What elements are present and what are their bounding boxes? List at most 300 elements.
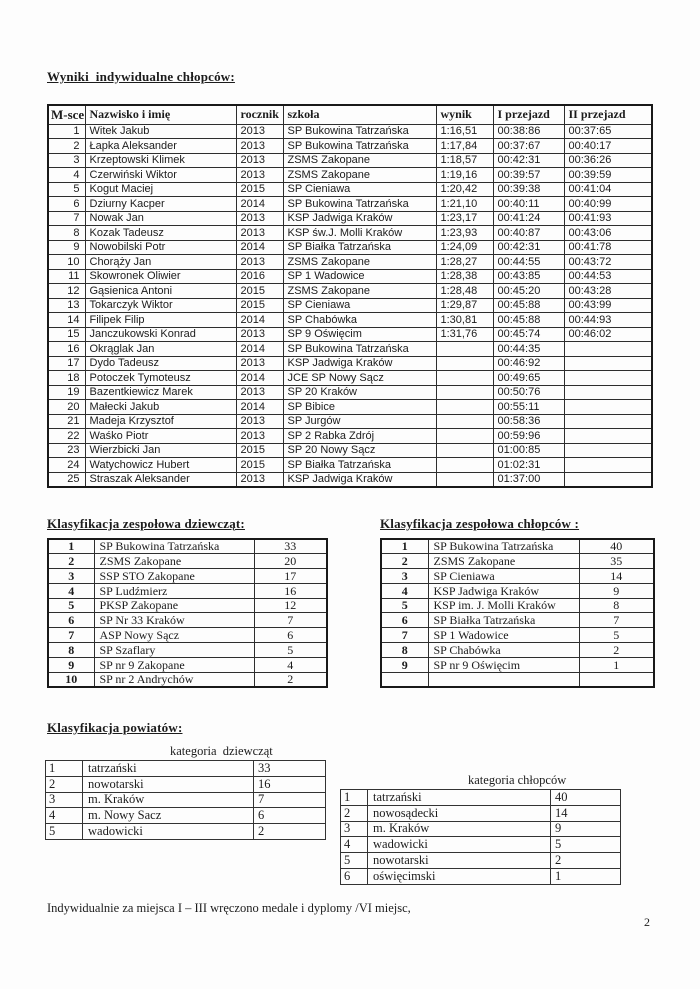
- table-cell: SP Ludźmierz: [94, 583, 254, 598]
- table-cell: 10: [48, 255, 85, 270]
- table-cell: Nowobilski Potr: [85, 240, 236, 255]
- table-cell: 00:45:88: [493, 298, 564, 313]
- team-boys-title: Klasyfikacja zespołowa chłopców :: [380, 516, 580, 531]
- table-cell: [564, 342, 652, 357]
- table-cell: SP Bukowina Tatrzańska: [283, 139, 436, 154]
- table-cell: [564, 458, 652, 473]
- individual-results-table: [47, 104, 653, 488]
- table-cell: Filipek Filip: [85, 313, 236, 328]
- table-cell: [436, 472, 493, 487]
- table-cell: 1:19,16: [436, 168, 493, 183]
- table-cell: SP Bukowina Tatrzańska: [283, 197, 436, 212]
- table-cell: 17: [48, 356, 85, 371]
- table-cell: ZSMS Zakopane: [428, 554, 579, 569]
- table-cell: 40: [551, 790, 621, 806]
- table-cell: 2: [341, 805, 368, 821]
- table-cell: Krzeptowski Klimek: [85, 153, 236, 168]
- column-header: M-sce: [48, 105, 85, 124]
- table-cell: 5: [254, 643, 327, 658]
- table-cell: 2: [254, 824, 326, 840]
- table-cell: SP Bukowina Tatrzańska: [283, 342, 436, 357]
- table-cell: SP Białka Tatrzańska: [283, 458, 436, 473]
- table-row: [48, 356, 652, 371]
- table-cell: Chorąży Jan: [85, 255, 236, 270]
- table-cell: [436, 371, 493, 386]
- table-cell: 2015: [236, 458, 283, 473]
- table-cell: m. Kraków: [83, 792, 254, 808]
- table-cell: 00:38:86: [493, 124, 564, 139]
- table-cell: [436, 443, 493, 458]
- table-cell: 1: [341, 790, 368, 806]
- table-row: [48, 458, 652, 473]
- table-cell: 7: [254, 792, 326, 808]
- table-cell: 2013: [236, 168, 283, 183]
- table-cell: 10: [48, 672, 94, 687]
- table-cell: ZSMS Zakopane: [283, 168, 436, 183]
- table-cell: 00:45:88: [493, 313, 564, 328]
- table-cell: Okrąglak Jan: [85, 342, 236, 357]
- table-cell: 7: [48, 211, 85, 226]
- table-cell: 3: [48, 153, 85, 168]
- results-table-body: [48, 124, 652, 487]
- table-cell: SP 2 Rabka Zdrój: [283, 429, 436, 444]
- table-cell: 00:43:72: [564, 255, 652, 270]
- table-cell: SP 1 Wadowice: [428, 628, 579, 643]
- table-cell: Dziurny Kacper: [85, 197, 236, 212]
- table-cell: 19: [48, 385, 85, 400]
- table-row: [48, 554, 327, 569]
- table-cell: 2013: [236, 211, 283, 226]
- table-cell: 00:49:65: [493, 371, 564, 386]
- table-cell: 3: [48, 569, 94, 584]
- table-row: [341, 853, 621, 869]
- table-cell: Madeja Krzysztof: [85, 414, 236, 429]
- table-cell: 2: [579, 643, 654, 658]
- table-cell: 2016: [236, 269, 283, 284]
- table-cell: 9: [579, 583, 654, 598]
- table-row: [48, 211, 652, 226]
- table-cell: Małecki Jakub: [85, 400, 236, 415]
- table-cell: Potoczek Tymoteusz: [85, 371, 236, 386]
- table-cell: JCE SP Nowy Sącz: [283, 371, 436, 386]
- table-cell: 7: [579, 613, 654, 628]
- table-cell: tatrzański: [368, 790, 551, 806]
- table-cell: 00:41:04: [564, 182, 652, 197]
- table-cell: KSP im. J. Molli Kraków: [428, 598, 579, 613]
- table-cell: SP Bukowina Tatrzańska: [428, 539, 579, 554]
- table-cell: 00:44:55: [493, 255, 564, 270]
- page-number: 2: [644, 915, 650, 929]
- table-cell: 35: [579, 554, 654, 569]
- table-cell: 33: [254, 761, 326, 777]
- table-cell: 1:30,81: [436, 313, 493, 328]
- table-cell: 00:39:57: [493, 168, 564, 183]
- table-row: [46, 792, 326, 808]
- table-cell: 01:37:00: [493, 472, 564, 487]
- table-cell: 2015: [236, 298, 283, 313]
- table-row: [381, 657, 654, 672]
- table-cell: 8: [48, 643, 94, 658]
- table-cell: [564, 443, 652, 458]
- footer-note: Indywidualnie za miejsca I – III wręczono medale i dyplomy /VI miejsc,: [47, 901, 411, 915]
- table-cell: 12: [48, 284, 85, 299]
- table-cell: 14: [551, 805, 621, 821]
- districts-boys-label: kategoria chłopców: [468, 773, 567, 787]
- table-cell: 16: [254, 583, 327, 598]
- table-cell: SP Białka Tatrzańska: [283, 240, 436, 255]
- table-cell: SP Chabówka: [428, 643, 579, 658]
- table-cell: 6: [254, 628, 327, 643]
- table-row: [381, 569, 654, 584]
- table-cell: 2014: [236, 371, 283, 386]
- table-cell: 00:41:78: [564, 240, 652, 255]
- team-girls-body: [48, 539, 327, 687]
- table-cell: ZSMS Zakopane: [283, 153, 436, 168]
- table-cell: 8: [579, 598, 654, 613]
- table-row: [48, 598, 327, 613]
- table-row: [48, 298, 652, 313]
- table-cell: 00:59:96: [493, 429, 564, 444]
- table-cell: 00:39:59: [564, 168, 652, 183]
- table-cell: 00:36:26: [564, 153, 652, 168]
- table-cell: 00:40:11: [493, 197, 564, 212]
- table-cell: 1:18,57: [436, 153, 493, 168]
- table-cell: [436, 400, 493, 415]
- table-row: [48, 643, 327, 658]
- table-cell: 00:46:92: [493, 356, 564, 371]
- table-cell: 11: [48, 269, 85, 284]
- table-cell: [428, 672, 579, 687]
- table-row: [48, 429, 652, 444]
- table-cell: 9: [48, 240, 85, 255]
- table-cell: SP Bibice: [283, 400, 436, 415]
- table-cell: 1:21,10: [436, 197, 493, 212]
- table-cell: 2013: [236, 139, 283, 154]
- table-cell: 5: [46, 824, 83, 840]
- table-cell: 00:58:36: [493, 414, 564, 429]
- table-cell: 00:41:93: [564, 211, 652, 226]
- table-cell: 1:17,84: [436, 139, 493, 154]
- table-cell: 2015: [236, 443, 283, 458]
- table-row: [48, 672, 327, 687]
- table-row: [46, 776, 326, 792]
- table-cell: 24: [48, 458, 85, 473]
- table-cell: 9: [381, 657, 428, 672]
- table-cell: nowosądecki: [368, 805, 551, 821]
- table-row: [341, 868, 621, 884]
- table-cell: 22: [48, 429, 85, 444]
- table-cell: 2013: [236, 327, 283, 342]
- table-cell: 00:43:28: [564, 284, 652, 299]
- table-cell: 00:42:31: [493, 240, 564, 255]
- table-cell: 9: [551, 821, 621, 837]
- table-cell: Nowak Jan: [85, 211, 236, 226]
- table-cell: 2013: [236, 472, 283, 487]
- table-row: [381, 554, 654, 569]
- table-cell: 14: [48, 313, 85, 328]
- table-row: [48, 124, 652, 139]
- table-cell: SP Bukowina Tatrzańska: [94, 539, 254, 554]
- table-cell: SP Szaflary: [94, 643, 254, 658]
- table-cell: 00:40:87: [493, 226, 564, 241]
- table-cell: 2: [46, 776, 83, 792]
- table-cell: ZSMS Zakopane: [94, 554, 254, 569]
- header-row: [48, 105, 652, 124]
- table-cell: 3: [341, 821, 368, 837]
- table-cell: m. Nowy Sacz: [83, 808, 254, 824]
- table-cell: 2014: [236, 313, 283, 328]
- table-cell: 7: [254, 613, 327, 628]
- table-cell: 12: [254, 598, 327, 613]
- table-row: [48, 240, 652, 255]
- table-cell: SP Jurgów: [283, 414, 436, 429]
- table-cell: Gąsienica Antoni: [85, 284, 236, 299]
- table-row: [48, 197, 652, 212]
- table-cell: 2: [48, 554, 94, 569]
- table-cell: 00:45:74: [493, 327, 564, 342]
- table-cell: 5: [551, 837, 621, 853]
- table-row: [48, 284, 652, 299]
- table-cell: 4: [381, 583, 428, 598]
- table-cell: Kogut Maciej: [85, 182, 236, 197]
- districts-title: Klasyfikacja powiatów:: [47, 720, 183, 735]
- table-cell: 00:45:20: [493, 284, 564, 299]
- table-row: [341, 837, 621, 853]
- table-cell: Wierzbicki Jan: [85, 443, 236, 458]
- districts-girls-label: kategoria dziewcząt: [170, 744, 273, 758]
- table-cell: [564, 414, 652, 429]
- table-row: [48, 226, 652, 241]
- table-row: [46, 808, 326, 824]
- team-boys-body: [381, 539, 654, 687]
- table-cell: wadowicki: [368, 837, 551, 853]
- table-cell: 33: [254, 539, 327, 554]
- table-cell: 18: [48, 371, 85, 386]
- table-row: [48, 153, 652, 168]
- table-cell: 00:40:17: [564, 139, 652, 154]
- table-cell: 00:44:35: [493, 342, 564, 357]
- table-cell: [436, 429, 493, 444]
- table-cell: 01:00:85: [493, 443, 564, 458]
- table-cell: 00:42:31: [493, 153, 564, 168]
- results-title: Wyniki indywidualne chłopców:: [47, 69, 235, 84]
- table-cell: 2014: [236, 240, 283, 255]
- table-cell: [436, 385, 493, 400]
- table-cell: SP nr 9 Oświęcim: [428, 657, 579, 672]
- table-row: [48, 569, 327, 584]
- table-cell: [564, 429, 652, 444]
- table-row: [381, 598, 654, 613]
- table-cell: m. Kraków: [368, 821, 551, 837]
- table-row: [46, 761, 326, 777]
- table-cell: 3: [381, 569, 428, 584]
- table-cell: SP 1 Wadowice: [283, 269, 436, 284]
- table-cell: 6: [254, 808, 326, 824]
- table-cell: 2013: [236, 255, 283, 270]
- table-cell: tatrzański: [83, 761, 254, 777]
- table-cell: 2013: [236, 429, 283, 444]
- table-cell: 16: [48, 342, 85, 357]
- team-girls-table: [47, 538, 328, 688]
- table-cell: 1:31,76: [436, 327, 493, 342]
- table-row: [48, 139, 652, 154]
- table-cell: SP nr 2 Andrychów: [94, 672, 254, 687]
- table-cell: Dydo Tadeusz: [85, 356, 236, 371]
- table-cell: Skowronek Oliwier: [85, 269, 236, 284]
- table-cell: 00:43:99: [564, 298, 652, 313]
- team-girls-title: Klasyfikacja zespołowa dziewcząt:: [47, 516, 245, 531]
- table-cell: 4: [48, 583, 94, 598]
- table-cell: 00:55:11: [493, 400, 564, 415]
- table-cell: 2: [48, 139, 85, 154]
- table-cell: 00:41:24: [493, 211, 564, 226]
- table-cell: 1:16,51: [436, 124, 493, 139]
- table-cell: 2: [381, 554, 428, 569]
- table-cell: 1:24,09: [436, 240, 493, 255]
- column-header: wynik: [436, 105, 493, 124]
- table-cell: 14: [579, 569, 654, 584]
- table-cell: 1: [579, 657, 654, 672]
- table-cell: SP Bukowina Tatrzańska: [283, 124, 436, 139]
- table-cell: 16: [254, 776, 326, 792]
- table-row: [341, 790, 621, 806]
- table-cell: SP 9 Oświęcim: [283, 327, 436, 342]
- table-row: [48, 400, 652, 415]
- table-cell: 40: [579, 539, 654, 554]
- column-header: szkoła: [283, 105, 436, 124]
- table-cell: 2013: [236, 356, 283, 371]
- table-cell: 6: [381, 613, 428, 628]
- districts-girls-table: [45, 760, 326, 840]
- table-cell: 7: [48, 628, 94, 643]
- table-cell: 1:23,93: [436, 226, 493, 241]
- table-row: [48, 371, 652, 386]
- districts-boys-body: [341, 790, 621, 885]
- table-row: [48, 255, 652, 270]
- column-header: rocznik: [236, 105, 283, 124]
- table-row: [341, 805, 621, 821]
- table-cell: SP Nr 33 Kraków: [94, 613, 254, 628]
- table-row: [48, 269, 652, 284]
- table-cell: [436, 356, 493, 371]
- table-cell: SP Białka Tatrzańska: [428, 613, 579, 628]
- table-cell: 1:28,27: [436, 255, 493, 270]
- table-cell: 5: [381, 598, 428, 613]
- table-cell: 2013: [236, 124, 283, 139]
- table-cell: Łapka Aleksander: [85, 139, 236, 154]
- table-cell: 17: [254, 569, 327, 584]
- table-row: [48, 657, 327, 672]
- table-cell: 00:37:65: [564, 124, 652, 139]
- table-row: [48, 313, 652, 328]
- table-cell: [436, 342, 493, 357]
- column-header: II przejazd: [564, 105, 652, 124]
- table-row: [48, 182, 652, 197]
- table-cell: 2: [254, 672, 327, 687]
- table-row: [48, 385, 652, 400]
- table-cell: 5: [579, 628, 654, 643]
- table-cell: KSP Jadwiga Kraków: [283, 211, 436, 226]
- table-row: [48, 414, 652, 429]
- table-cell: 6: [341, 868, 368, 884]
- table-cell: 00:39:38: [493, 182, 564, 197]
- column-header: I przejazd: [493, 105, 564, 124]
- table-cell: 00:46:02: [564, 327, 652, 342]
- table-row: [341, 821, 621, 837]
- table-cell: KSP Jadwiga Kraków: [283, 356, 436, 371]
- table-cell: 5: [48, 598, 94, 613]
- table-cell: 2014: [236, 197, 283, 212]
- table-row: [48, 168, 652, 183]
- table-row: [381, 628, 654, 643]
- table-cell: 6: [48, 613, 94, 628]
- table-cell: 20: [254, 554, 327, 569]
- table-cell: 5: [48, 182, 85, 197]
- table-cell: [381, 672, 428, 687]
- table-cell: [436, 458, 493, 473]
- table-cell: SP Cieniawa: [283, 182, 436, 197]
- table-cell: 2013: [236, 385, 283, 400]
- table-cell: SP Chabówka: [283, 313, 436, 328]
- table-cell: 2015: [236, 284, 283, 299]
- table-cell: 1:23,17: [436, 211, 493, 226]
- table-cell: 1: [48, 124, 85, 139]
- results-table-header: [48, 105, 652, 124]
- table-cell: 25: [48, 472, 85, 487]
- table-cell: 2015: [236, 182, 283, 197]
- table-row: [381, 613, 654, 628]
- table-cell: Witek Jakub: [85, 124, 236, 139]
- team-boys-table: [380, 538, 655, 688]
- table-cell: 4: [46, 808, 83, 824]
- table-cell: 2013: [236, 226, 283, 241]
- table-row: [48, 472, 652, 487]
- table-cell: [564, 472, 652, 487]
- table-cell: 6: [48, 197, 85, 212]
- table-cell: 1:20,42: [436, 182, 493, 197]
- table-cell: 7: [381, 628, 428, 643]
- table-cell: Waśko Piotr: [85, 429, 236, 444]
- table-cell: Straszak Aleksander: [85, 472, 236, 487]
- table-row: [48, 539, 327, 554]
- table-cell: 21: [48, 414, 85, 429]
- table-cell: 23: [48, 443, 85, 458]
- table-row: [48, 327, 652, 342]
- table-cell: SP Cieniawa: [428, 569, 579, 584]
- table-cell: 00:43:06: [564, 226, 652, 241]
- table-cell: [579, 672, 654, 687]
- table-cell: 1:28,38: [436, 269, 493, 284]
- table-cell: 2: [551, 853, 621, 869]
- table-cell: 00:44:93: [564, 313, 652, 328]
- table-cell: SP 20 Nowy Sącz: [283, 443, 436, 458]
- table-cell: [564, 371, 652, 386]
- table-cell: Janczukowski Konrad: [85, 327, 236, 342]
- table-row: [381, 539, 654, 554]
- table-cell: 3: [46, 792, 83, 808]
- table-cell: 20: [48, 400, 85, 415]
- table-row: [381, 643, 654, 658]
- table-row: [48, 583, 327, 598]
- table-cell: 5: [341, 853, 368, 869]
- table-cell: 1:28,48: [436, 284, 493, 299]
- table-row: [381, 583, 654, 598]
- table-cell: 1: [46, 761, 83, 777]
- table-cell: Czerwiński Wiktor: [85, 168, 236, 183]
- table-cell: 01:02:31: [493, 458, 564, 473]
- table-cell: ZSMS Zakopane: [283, 255, 436, 270]
- table-cell: wadowicki: [83, 824, 254, 840]
